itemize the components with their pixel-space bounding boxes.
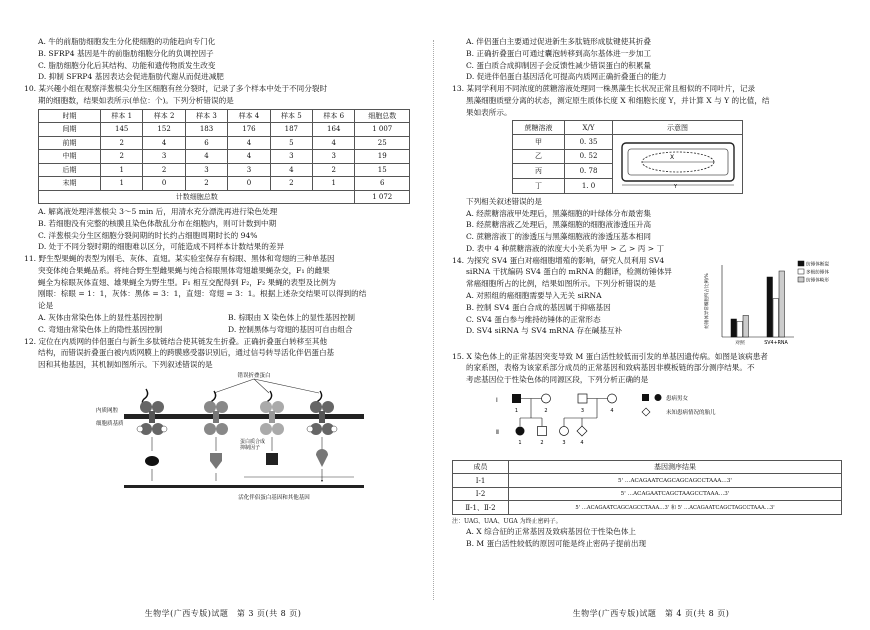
pedigree-number: 1 (514, 407, 519, 414)
q11-options-row1 (24, 312, 422, 324)
legend-label: 纺锤体断裂 (806, 262, 829, 268)
pedigree-number: 4 (610, 407, 614, 414)
table-cell: 25 (355, 136, 410, 150)
table-cell: 4 (313, 136, 355, 150)
arrow-lines (152, 469, 322, 481)
legend-swatch (798, 277, 804, 282)
bar (737, 321, 743, 337)
table-cell: 4 (143, 136, 185, 150)
q13-table (512, 120, 743, 194)
pedigree-female (542, 394, 551, 403)
right-footer: 生物学(广西专版)试题 第 4 页(共 8 页) (572, 609, 730, 618)
table-cell: 19 (355, 150, 410, 164)
q13-question: 下列相关叙述错误的是 (466, 196, 542, 206)
q10-option-b: B. 若细胞没有完整的核膜且染色体散乱分布在细胞内，则可计数到中期 (38, 218, 277, 228)
pedigree-male (538, 426, 547, 435)
q14-option-c: C. SV4 蛋白参与维持纺锤体的正常形态 (466, 314, 601, 324)
q14-stem-line3: 常癌细胞所占的比例，结果如图所示。下列分析错误的是 (466, 279, 656, 289)
table-cell: 1 (101, 177, 143, 191)
table-header-cell: 样本 2 (143, 109, 185, 123)
table-row (39, 123, 410, 137)
q11-stem-line3: 蝇全为棕眼灰体直翅、雄果蝇全为野生型。F₁ 相互交配得到 F₂，F₂ 果蝇的表型及比例为 (38, 277, 336, 287)
q15-option-b: B. M 蛋白活性较低的原因可能是终止密码子提前出现 (466, 539, 647, 549)
table-row (513, 134, 743, 149)
q14-option-d: D. SV4 siRNA 与 SV4 mRNA 存在碱基互补 (466, 326, 623, 336)
q14-option-a: A. 对照组的癌细胞需要导入无关 siRNA (466, 290, 602, 300)
legend-swatch (798, 261, 804, 266)
q12-stem-line3: 因和其他基因，其机制如图所示。下列叙述错误的是 (38, 360, 213, 370)
pedigree-number: 1 (518, 439, 522, 446)
q11-options-row2 (24, 324, 422, 336)
cell-diagram-cell (613, 134, 743, 193)
table-cell: 4 (270, 163, 312, 177)
q14-bar-chart (700, 255, 840, 351)
table-header-cell: 样本 6 (313, 109, 355, 123)
table-header-cell: 样本 4 (228, 109, 270, 123)
q11-option-c: C. 弯翅由常染色体上的隐性基因控制 (38, 324, 163, 334)
table-row (39, 163, 410, 177)
q13-stem-line2: 黑藻细胞质壁分离的状态，测定原生质体长度 X 和细胞长度 Y，并计算 X 与 Y 的比值，结 (466, 95, 770, 105)
right-page (452, 36, 850, 618)
table-cell: 0. 52 (565, 149, 613, 164)
receptor-2 (204, 391, 228, 435)
legend-fetus-label: 未知患病情况的胎儿 (666, 409, 716, 416)
table-cell: 152 (143, 123, 185, 137)
table-cell: 中期 (39, 150, 101, 164)
legend-affected-label: 患病男女 (666, 395, 689, 402)
q11-stem-line4: 刚眼：棕眼 = 1：1，灰体：黑体 = 3：1，直翅：弯翅 = 3：1。根据上述杂交结果可以得到的结 (38, 289, 367, 299)
page-divider (433, 40, 434, 600)
q10-table (38, 109, 410, 205)
table-header-row (39, 109, 410, 123)
q13-option-c: C. 蔗糖溶液丁的渗透压与黑藻细胞液的渗透压基本相同 (466, 232, 652, 242)
table-cell: 3 (228, 163, 270, 177)
q15-stem-line3: 考虑基因位于性染色体的同源区段，下列分析正确的是 (466, 375, 649, 385)
legend-swatch (798, 269, 804, 274)
table-cell: 末期 (39, 177, 101, 191)
bar (779, 271, 785, 337)
table-cell: 2 (270, 177, 312, 191)
table-header-cell: 时期 (39, 109, 101, 123)
pedigree-male (578, 394, 587, 403)
table-row (453, 474, 842, 488)
table-cell: 6 (185, 136, 227, 150)
pedigree-number: 2 (540, 439, 544, 446)
legend-male-affected (642, 394, 649, 401)
table-cell: 0. 35 (565, 134, 613, 149)
table-total-value: 1 072 (355, 190, 410, 204)
q12-diagram (94, 369, 394, 509)
table-cell: 2 (185, 177, 227, 191)
table-cell: 3 (270, 150, 312, 164)
pedigree-fetus (577, 426, 587, 436)
q15-option-a: A. X 综合征的正常基因及致病基因位于性染色体上 (466, 527, 637, 537)
table-cell: 4 (185, 150, 227, 164)
table-cell: 5' …ACAGAATCAGCTAAGCCTAAA…3' (509, 487, 842, 501)
table-cell: 0 (143, 177, 185, 191)
pedigree-female-affected (516, 426, 525, 435)
table-header-cell: 样本 5 (270, 109, 312, 123)
table-cell: 前期 (39, 136, 101, 150)
table-cell: Ⅰ-1 (453, 474, 509, 488)
effector-4 (316, 449, 328, 467)
q10-option-a: A. 解离液处理洋葱根尖 3～5 min 后，用清水充分漂洗再进行染色处理 (38, 207, 278, 217)
table-cell: 5' …ACAGAATCAGCAGCAGCCTAAA…3' (509, 474, 842, 488)
table-cell: 2 (101, 150, 143, 164)
table-cell: 2 (313, 163, 355, 177)
legend-fetus-icon (642, 408, 650, 416)
bar (773, 298, 779, 336)
table-cell: 1 (313, 177, 355, 191)
q11-stem-line5: 论是 (38, 301, 54, 311)
left-footer: 生物学(广西专版)试题 第 3 页(共 8 页) (144, 609, 302, 618)
table-total-row (39, 190, 410, 204)
pedigree-gen2-label: Ⅱ (496, 428, 499, 436)
q12-option-b: B. 正确折叠蛋白可通过囊泡转移到高尔基体进一步加工 (466, 48, 652, 58)
er-membrane (124, 414, 364, 419)
arrow-lines (214, 379, 319, 393)
legend-label: 纺锤体畸形 (806, 278, 829, 284)
nucleus-membrane (124, 485, 364, 488)
q11-option-b: B. 棕眼由 X 染色体上的显性基因控制 (228, 312, 355, 322)
table-cell: 4 (228, 136, 270, 150)
left-page (24, 36, 422, 618)
table-cell: 5 (270, 136, 312, 150)
q10-option-c: C. 洋葱根尖分生区细胞分裂间期的时长约占细胞周期时长的 94% (38, 230, 258, 240)
x-tick-label: 对照 (735, 340, 745, 346)
table-row (453, 487, 842, 501)
pedigree-chart (492, 386, 792, 458)
table-cell: 3 (143, 150, 185, 164)
q14-block (452, 255, 850, 351)
table-header-cell: 基因测序结果 (509, 460, 842, 474)
q14-stem-line1: 14. 为探究 SV4 蛋白对癌细胞增殖的影响，研究人员利用 SV4 (452, 255, 665, 265)
receptor-3 (260, 391, 284, 435)
q13-stem-line3: 果如表所示。 (466, 107, 512, 117)
table-header-cell: 示意图 (613, 121, 743, 135)
table-cell: 164 (313, 123, 355, 137)
q11-stem-line2: 突变体纯合果蝇品系。将纯合野生型雌果蝇与纯合棕眼黑体弯翅雄果蝇杂交，F₁ 的雌果 (38, 265, 330, 275)
table-cell: 甲 (513, 134, 565, 149)
q15-note: 注：UAG、UAA、UGA 为终止密码子。 (452, 517, 562, 525)
pedigree-number: 3 (562, 439, 566, 446)
pedigree-female (608, 394, 617, 403)
q10-stem-line1: 10. 某兴趣小组在观察洋葱根尖分生区细胞有丝分裂时，记录了多个样本中处于不同分裂时 (24, 84, 328, 94)
table-header-cell: X/Y (565, 121, 613, 135)
q14-option-b: B. 控制 SV4 蛋白合成的基因属于抑癌基因 (466, 302, 611, 312)
table-cell: 1 007 (355, 123, 410, 137)
table-header-cell: 细胞总数 (355, 109, 410, 123)
table-cell: 0 (228, 177, 270, 191)
table-cell: Ⅰ-2 (453, 487, 509, 501)
q9-option-d: D. 抑制 SFRP4 基因表达会促进脂肪代谢从而促进减肥 (38, 72, 224, 82)
table-cell: 183 (185, 123, 227, 137)
x-label: X (669, 153, 674, 161)
y-label: Y (673, 183, 677, 189)
q12-stem-line2: 结构，而错误折叠蛋白被内质网膜上的跨膜感受器识别后，通过信号转导活化伴侣蛋白基 (38, 348, 335, 358)
q14-stem-line2: siRNA 干扰编码 SV4 蛋白的 mRNA 的翻译，检测纺锤体异 (466, 267, 672, 277)
receptor-4 (307, 391, 337, 435)
x-tick-label: SV4+RNA (764, 340, 788, 346)
table-cell: 后期 (39, 163, 101, 177)
q9-option-a: A. 牛的前脂肪细胞发生分化使细胞的功能趋向专门化 (38, 37, 216, 46)
q11-option-d: D. 控制黑体与弯翅的基因可自由组合 (228, 324, 353, 334)
q12-bottom-label: 活化伴侣蛋白基因和其他基因 (238, 494, 310, 501)
table-cell: 1. 0 (565, 179, 613, 194)
table-header-cell: 样本 1 (101, 109, 143, 123)
q9-option-b: B. SFRP4 基因是牛的前脂肪细胞分化的负调控因子 (38, 48, 214, 58)
q13-option-b: B. 经蔗糖溶液乙处理后，黑藻细胞的细胞液渗透压升高 (466, 220, 652, 230)
q13-option-a: A. 经蔗糖溶液甲处理后，黑藻细胞的叶绿体分布最密集 (466, 208, 651, 218)
y-axis-label: 纺锤体异常细胞所占比例/% (705, 273, 710, 329)
effector-3 (266, 453, 278, 465)
table-cell: 1 (101, 163, 143, 177)
table-cell: Ⅱ-1、Ⅱ-2 (453, 501, 509, 515)
table-header-row (453, 460, 842, 474)
pedigree-number: 4 (580, 439, 584, 446)
q15-stem-line2: 的家系图，表格为该家系部分成员的正常基因和致病基因非模板链的部分测序结果。不 (466, 363, 755, 373)
legend-label: 多极纺锤体 (806, 270, 829, 276)
table-row (39, 150, 410, 164)
table-header-cell: 蔗糖溶液 (513, 121, 565, 135)
table-cell: 187 (270, 123, 312, 137)
q12-cytoplasm-label: 细胞质基质 (96, 420, 124, 427)
q9-option-c: C. 脂肪细胞分化后其结构、功能和遗传物质发生改变 (38, 60, 216, 70)
q15-table (452, 460, 842, 515)
table-cell: 乙 (513, 149, 565, 164)
table-cell: 2 (143, 163, 185, 177)
q10-stem-line2: 期的细胞数，结果如表所示(单位：个)。下列分析错误的是 (38, 95, 234, 105)
q12-option-d: D. 促进伴侣蛋白基因活化可提高内质网正确折叠蛋白的能力 (466, 72, 667, 82)
q11-stem-line1: 11. 野生型果蝇的表型为刚毛、灰体、直翅。某实验室保存有棕眼、黑体和弯翅的三种单基因 (24, 254, 335, 264)
table-cell: 145 (101, 123, 143, 137)
table-cell: 丁 (513, 179, 565, 194)
table-header-cell: 成员 (453, 460, 509, 474)
q12-inhibitor-label: 蛋白质合成抑制因子 (240, 438, 266, 451)
table-cell: 0. 78 (565, 164, 613, 179)
q12-option-c: C. 蛋白质合成抑制因子会反馈性减少错误蛋白的积累量 (466, 60, 652, 70)
bar (743, 315, 749, 337)
table-cell: 4 (228, 150, 270, 164)
q12-top-label: 错误折叠蛋白 (237, 372, 271, 379)
table-row (453, 501, 842, 515)
arrow-lines (152, 437, 322, 451)
pedigree-male-affected (512, 394, 521, 403)
table-header-row (513, 121, 743, 135)
bar (731, 319, 737, 337)
pedigree-number: 3 (580, 407, 585, 414)
pedigree-gen1-label: Ⅰ (496, 396, 498, 404)
effector-2 (210, 453, 222, 469)
q11-option-a: A. 灰体由常染色体上的显性基因控制 (38, 312, 163, 322)
q13-option-d: D. 表中 4 种蔗糖溶液的浓度大小关系为甲 > 乙 > 丙 > 丁 (466, 243, 665, 253)
pedigree-number: 2 (544, 407, 548, 414)
table-cell: 3 (185, 163, 227, 177)
q15-stem-line1: 15. X 染色体上的正常基因突变导致 M 蛋白活性较低而引发的单基因遗传病。如图是该病患者 (452, 351, 768, 361)
table-cell: 3 (313, 150, 355, 164)
effector-1 (145, 456, 159, 466)
table-cell: 间期 (39, 123, 101, 137)
receptor-1 (137, 389, 167, 435)
table-cell: 5' …ACAGAATCAGCAGCCTAAA…3' 和 5' …ACAGAATCAGCTAGCCTAAA…3' (509, 501, 842, 515)
table-cell: 176 (228, 123, 270, 137)
table-cell: 6 (355, 177, 410, 191)
q12-option-a: A. 伴侣蛋白主要通过促进新生多肽链形成肽键使其折叠 (466, 37, 651, 46)
pedigree-female (560, 426, 569, 435)
table-cell: 2 (101, 136, 143, 150)
q10-option-d: D. 处于不同分裂时期的细胞难以区分，可能造成不同样本计数结果的差异 (38, 242, 285, 252)
table-cell: 15 (355, 163, 410, 177)
table-cell: 丙 (513, 164, 565, 179)
table-header-cell: 样本 3 (185, 109, 227, 123)
legend-female-affected (655, 394, 662, 401)
table-row (39, 177, 410, 191)
cell-diagram (614, 135, 742, 189)
q13-stem-line1: 13. 某同学利用不同浓度的蔗糖溶液处理同一株黑藻生长状况正常且相似的不同叶片，记录 (452, 84, 756, 94)
bar (767, 277, 773, 337)
table-row (39, 136, 410, 150)
table-total-label: 计数细胞总数 (39, 190, 355, 204)
q12-er-label: 内质网腔 (96, 407, 119, 414)
q12-stem-line1: 12. 定位在内质网的伴侣蛋白与新生多肽链结合使其链发生折叠。正确折叠蛋白转移至其他 (24, 336, 328, 346)
